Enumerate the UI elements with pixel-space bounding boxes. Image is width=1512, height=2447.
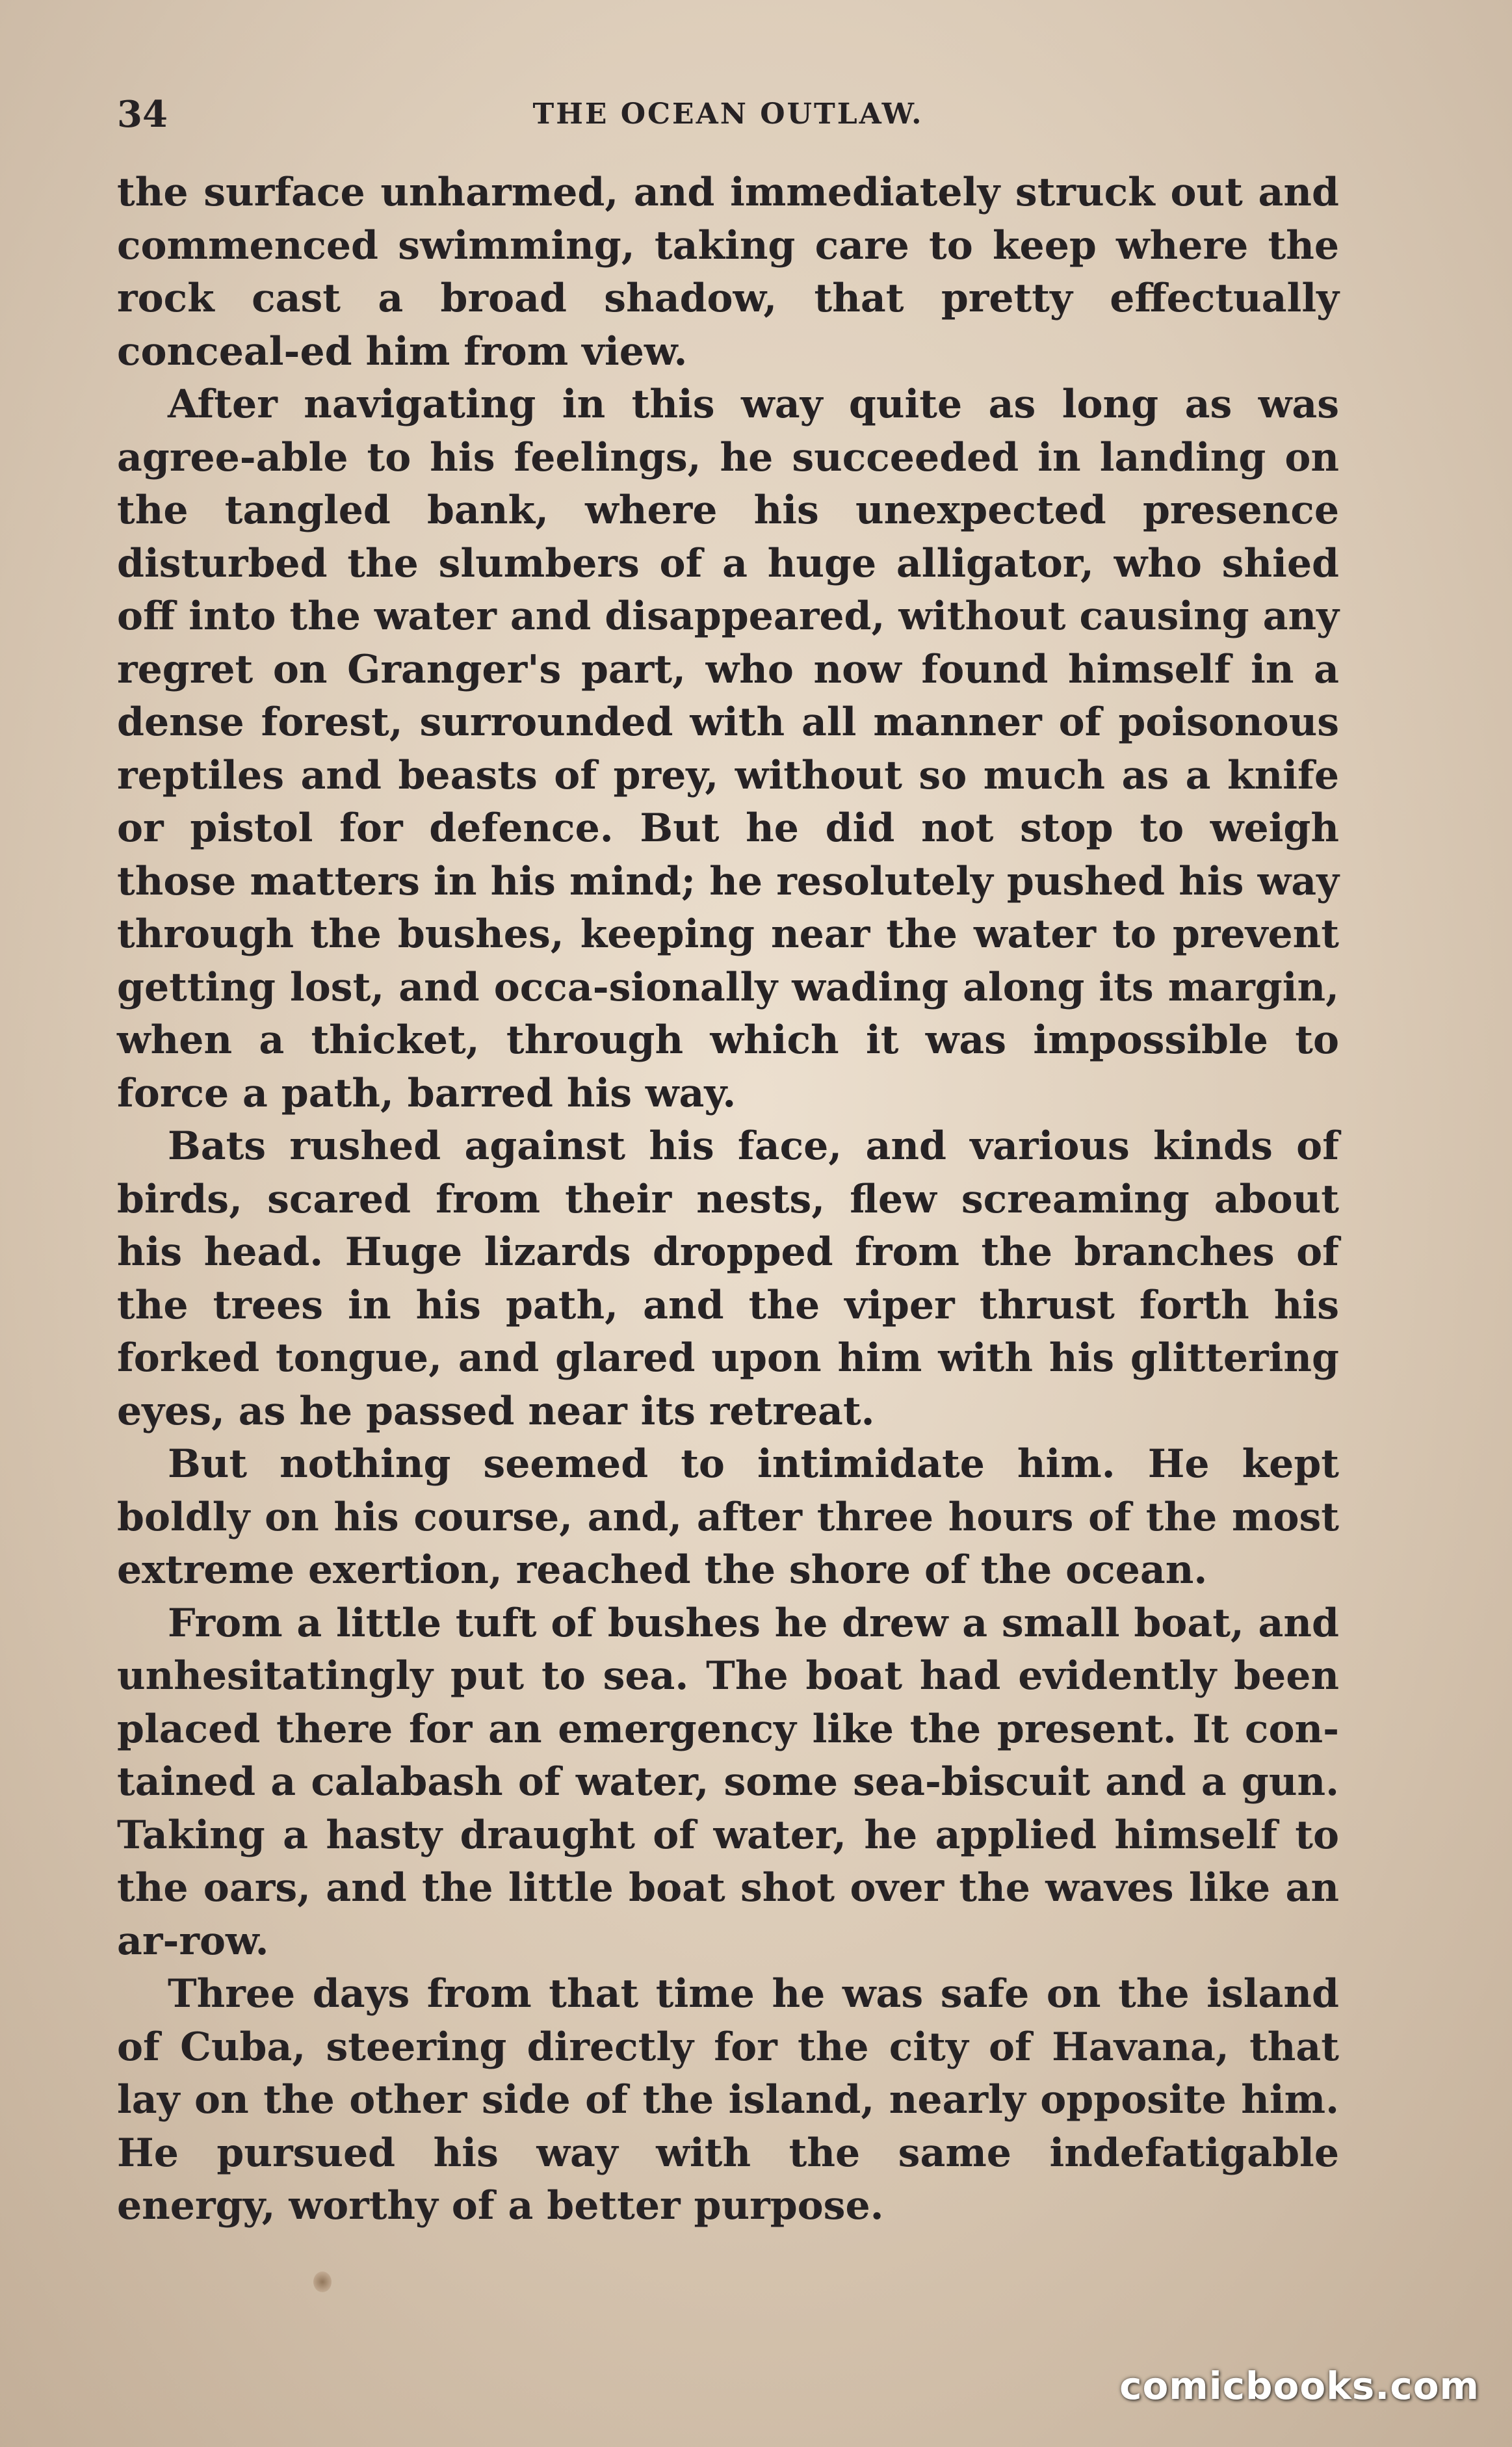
paragraph: the surface unharmed, and immediately struck out and commenced swimming, taking care to keep where the rock cast a broad shadow, that pretty effectually conceal-ed him from view. (117, 170, 1339, 374)
paragraph: From a little tuft of bushes he drew a small boat, and unhesitatingly put to sea. The boat had evidently been placed there for an emergency like the present. It con-tained a calabash of water, some sea-biscuit and a gun. Taking a hasty draught of water, he applied himself to the oars, and the little boat shot over the waves like an ar-row. (117, 1600, 1339, 1964)
ink-spot (313, 2271, 332, 2292)
paragraph: Bats rushed against his face, and various kinds of birds, scared from their nests, flew screaming about his head. Huge lizards dropped from the branches of the trees in his path, and the viper thrust forth his forked tongue, and glared upon him with his glittering eyes, as he passed near its retreat. (117, 1123, 1339, 1434)
paragraph: Three days from that time he was safe on the island of Cuba, steering directly for the city of Havana, that lay on the other side of the island, nearly opposite him. He pursued his way with the same indefatigable energy, worthy of a better purpose. (117, 1971, 1339, 2229)
page-header (117, 88, 1339, 140)
paragraph: After navigating in this way quite as long as was agree-able to his feelings, he succeeded in landing on the tangled bank, where his unexpected presence disturbed the slumbers of a huge alligator, who shied off into the water and disappeared, without causing any regret on Granger's part, who now found himself in a dense forest, surrounded with all manner of poisonous reptiles and beasts of prey, without so much as a knife or pistol for defence. But he did not stop to weigh those matters in his mind; he resolutely pushed his way through the bushes, keeping near the water to prevent getting lost, and occa-sionally wading along its margin, when a thicket, through which it was impossible to force a path, barred his way. (117, 382, 1339, 1116)
watermark: comicbooks.com (1119, 2364, 1479, 2408)
running-head: THE OCEAN OUTLAW. (532, 98, 924, 131)
body-text (117, 166, 1339, 2233)
paragraph: But nothing seemed to intimidate him. He kept boldly on his course, and, after three hours of the most extreme exertion, reached the shore of the ocean. (117, 1441, 1339, 1593)
page-number: 34 (117, 93, 168, 136)
